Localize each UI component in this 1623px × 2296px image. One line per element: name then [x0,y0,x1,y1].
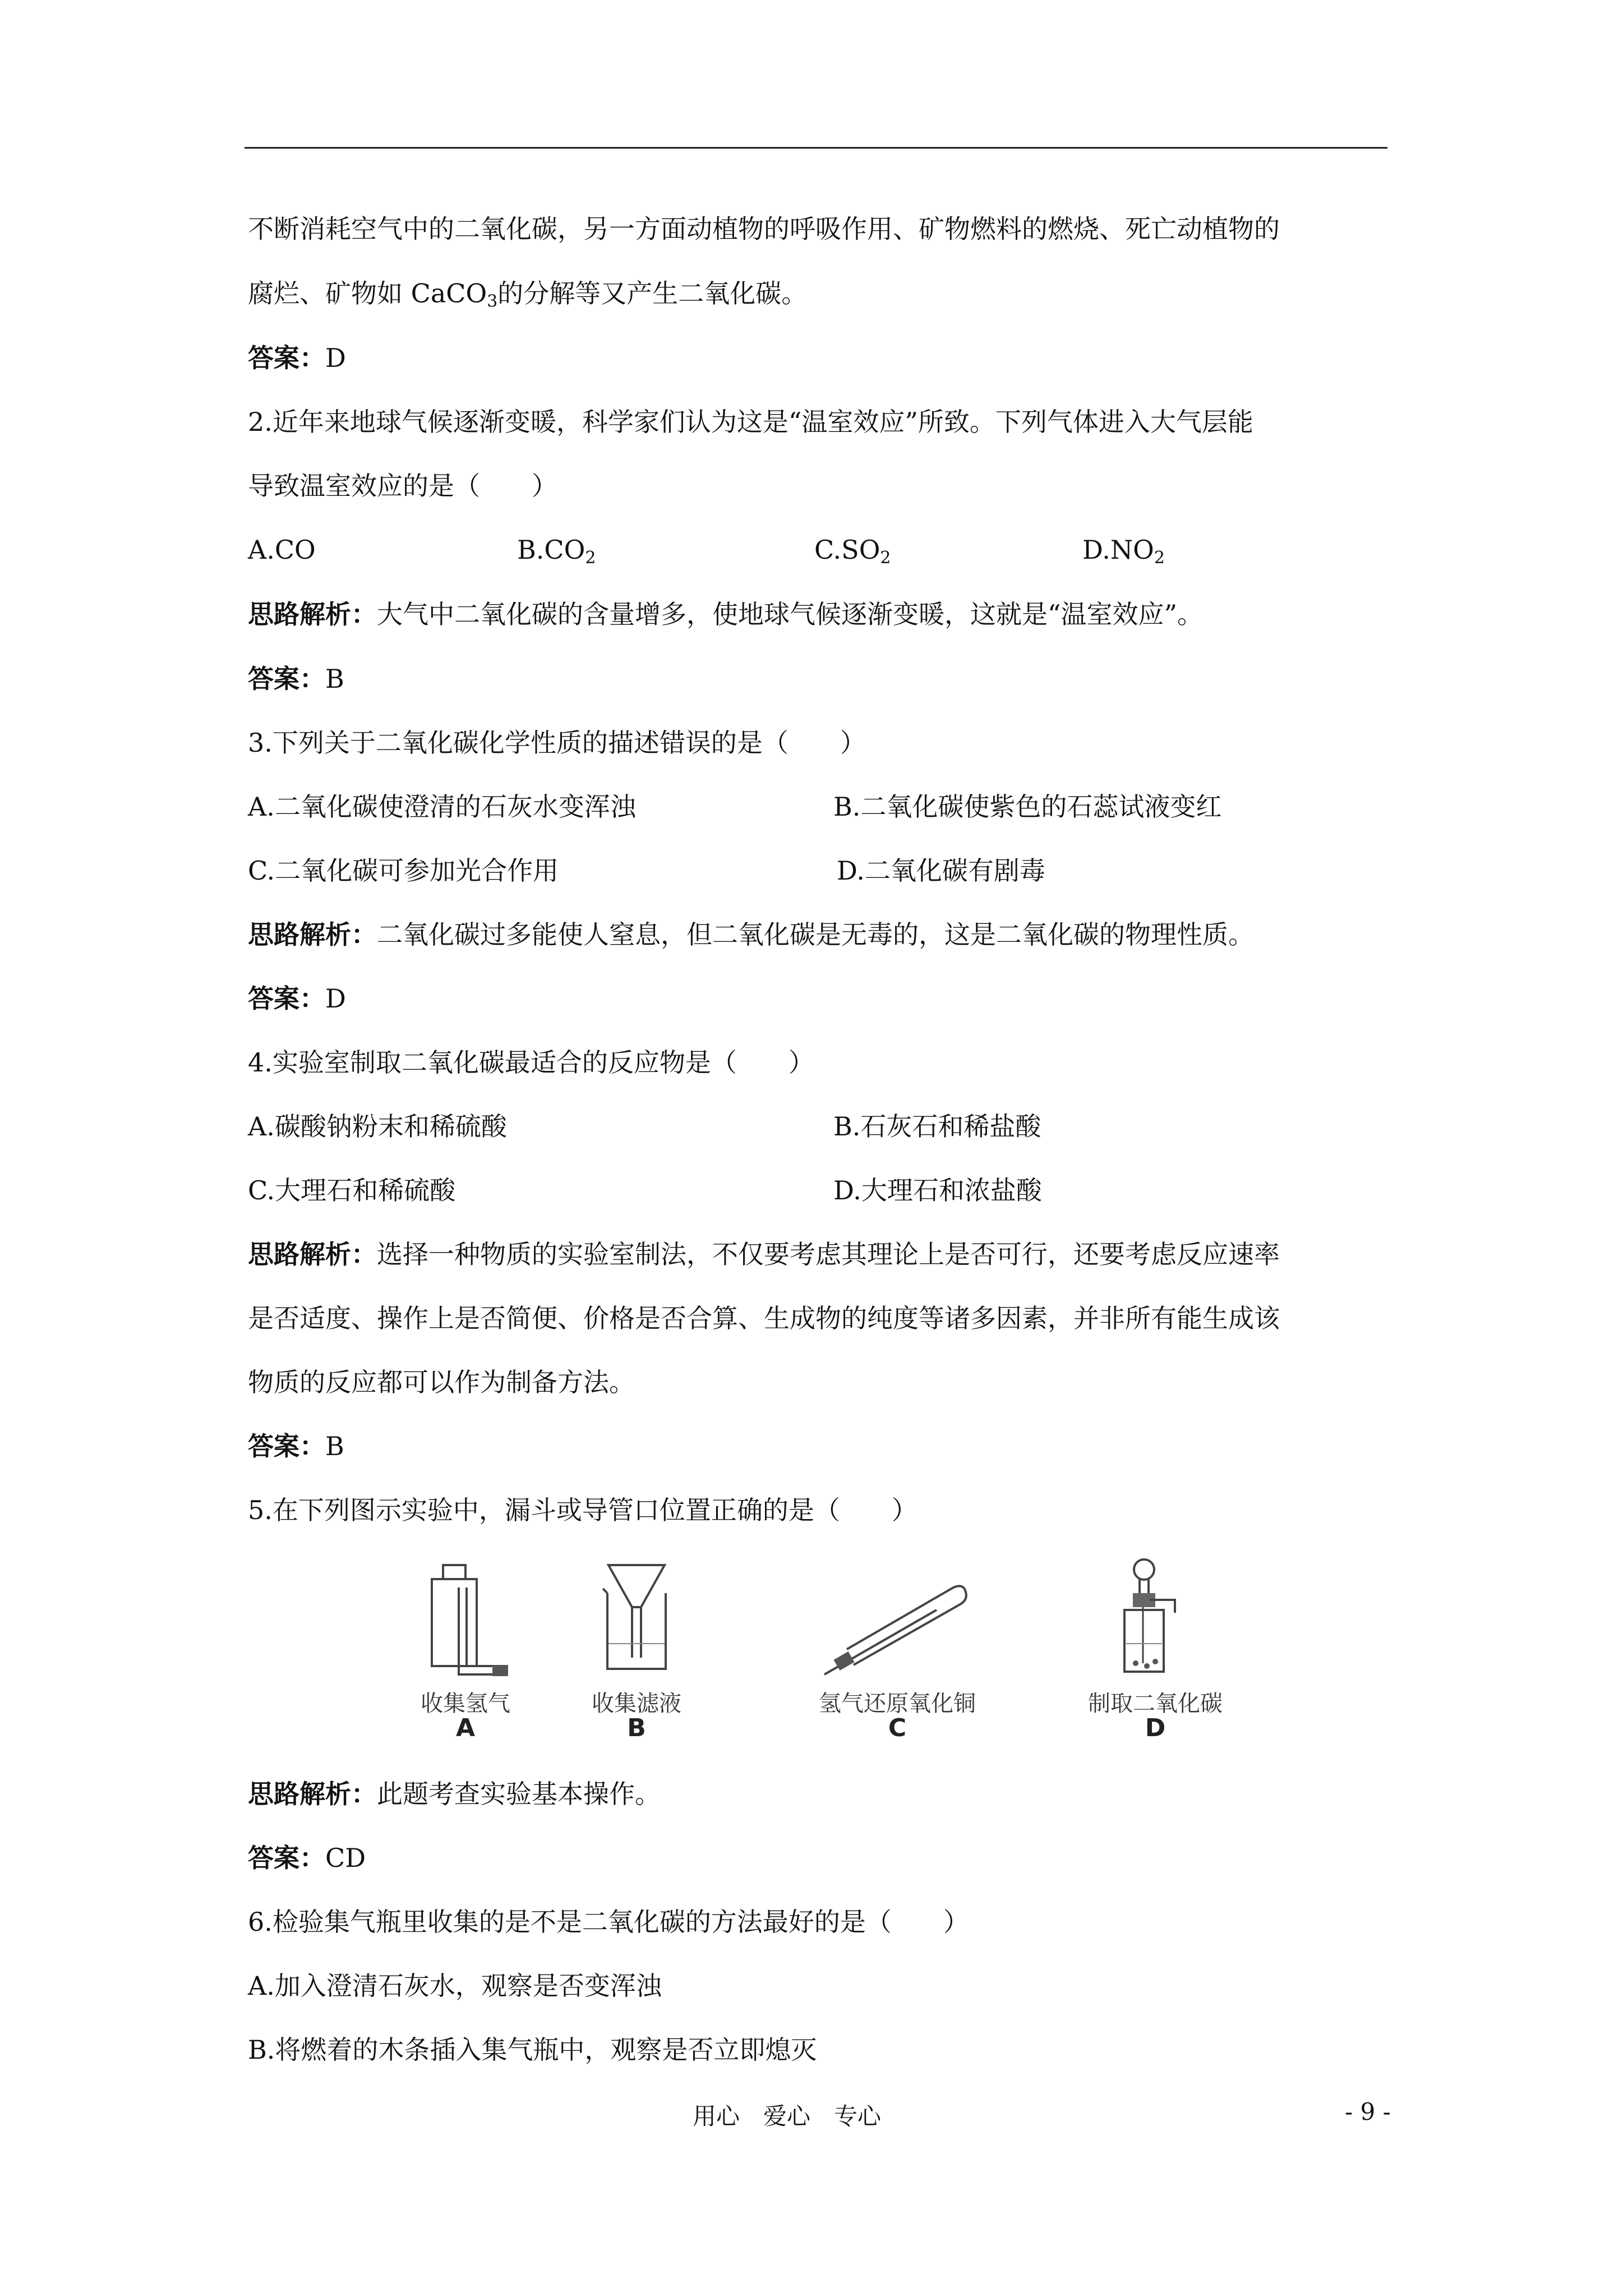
q5-analysis: 思路解析：此题考查实验基本操作。 [248,1779,661,1809]
q4-answer: 答案：B [248,1431,344,1461]
q3-option-b: B.二氧化碳使紫色的石蕊试液变红 [833,792,1222,822]
q5-stem: 5.在下列图示实验中，漏斗或导管口位置正确的是（ ） [248,1495,917,1525]
figure-c [813,1554,981,1756]
q5-answer: 答案：CD [248,1843,366,1873]
figure-d-letter: D [1145,1714,1166,1742]
figure-a [393,1554,538,1756]
q3-answer: 答案：D [248,983,346,1014]
q3-stem: 3.下列关于二氧化碳化学性质的描述错误的是（ ） [248,728,866,758]
q6-option-a: A.加入澄清石灰水，观察是否变浑浊 [248,1971,662,2001]
q2-stem-1: 2.近年来地球气候逐渐变暖，科学家们认为这是“温室效应”所致。下列气体进入大气层能 [248,407,1253,437]
figure-d [1077,1554,1234,1756]
q4-analysis-2: 是否适度、操作上是否简便、价格是否合算、生成物的纯度等诸多因素，并非所有能生成该 [248,1303,1280,1333]
q3-option-c: C.二氧化碳可参加光合作用 [248,855,559,886]
footer-motto: 用心 爱心 专心 [693,2102,882,2130]
q3-option-d: D.二氧化碳有剧毒 [837,855,1045,886]
page-number: - 9 - [1345,2098,1391,2125]
q4-analysis-1: 思路解析：选择一种物质的实验室制法，不仅要考虑其理论上是否可行，还要考虑反应速率 [248,1239,1280,1269]
q4-option-d: D.大理石和浓盐酸 [833,1175,1042,1205]
co2-apparatus-drawing [1077,1554,1234,1688]
q4-option-a: A.碳酸钠粉末和稀硫酸 [248,1111,507,1142]
funnel-beaker-drawing [564,1554,709,1688]
figure-d-caption: 制取二氧化碳 [1088,1691,1223,1717]
figure-b-letter: B [627,1714,646,1742]
q4-analysis-3: 物质的反应都可以作为制备方法。 [248,1367,635,1397]
q2-option-c: $C.SO_2$ [814,535,891,568]
q3-analysis: 思路解析：二氧化碳过多能使人窒息，但二氧化碳是无毒的，这是二氧化碳的物理性质。 [248,919,1254,950]
q2-option-d: $D.NO_2$ [1082,535,1165,568]
test-tube-drawing [813,1554,981,1688]
q1-answer: 答案：D [248,343,346,373]
q4-stem: 4.实验室制取二氧化碳最适合的反应物是（ ） [248,1047,814,1078]
figure-b-caption: 收集滤液 [592,1691,681,1717]
gas-bottle-drawing [393,1554,538,1688]
figure-a-caption: 收集氢气 [421,1691,510,1717]
figure-c-caption: 氢气还原氧化铜 [819,1691,976,1717]
figure-c-letter: C [888,1714,907,1742]
intro-line-1: 不断消耗空气中的二氧化碳，另一方面动植物的呼吸作用、矿物燃料的燃烧、死亡动植物的 [248,214,1280,244]
q2-analysis: 思路解析：大气中二氧化碳的含量增多，使地球气候逐渐变暖，这就是“温室效应”。 [248,599,1204,629]
figure-a-letter: A [455,1714,476,1742]
intro-line-2: 腐烂、矿物如 CaCO$_3$的分解等又产生二氧化碳。 [248,278,808,311]
q2-answer: 答案：B [248,664,344,694]
q4-option-c: C.大理石和稀硫酸 [248,1175,456,1205]
q4-option-b: B.石灰石和稀盐酸 [833,1111,1041,1142]
q6-option-b: B.将燃着的木条插入集气瓶中，观察是否立即熄灭 [248,2035,817,2065]
q2-option-b: $B.CO_2$ [517,535,596,568]
header-rule [245,147,1387,149]
q6-stem: 6.检验集气瓶里收集的是不是二氧化碳的方法最好的是（ ） [248,1907,969,1937]
q2-option-a: A.CO [248,535,316,565]
figure-b [564,1554,709,1756]
q2-stem-2: 导致温室效应的是（ ） [248,471,557,501]
q3-option-a: A.二氧化碳使澄清的石灰水变浑浊 [248,792,636,822]
